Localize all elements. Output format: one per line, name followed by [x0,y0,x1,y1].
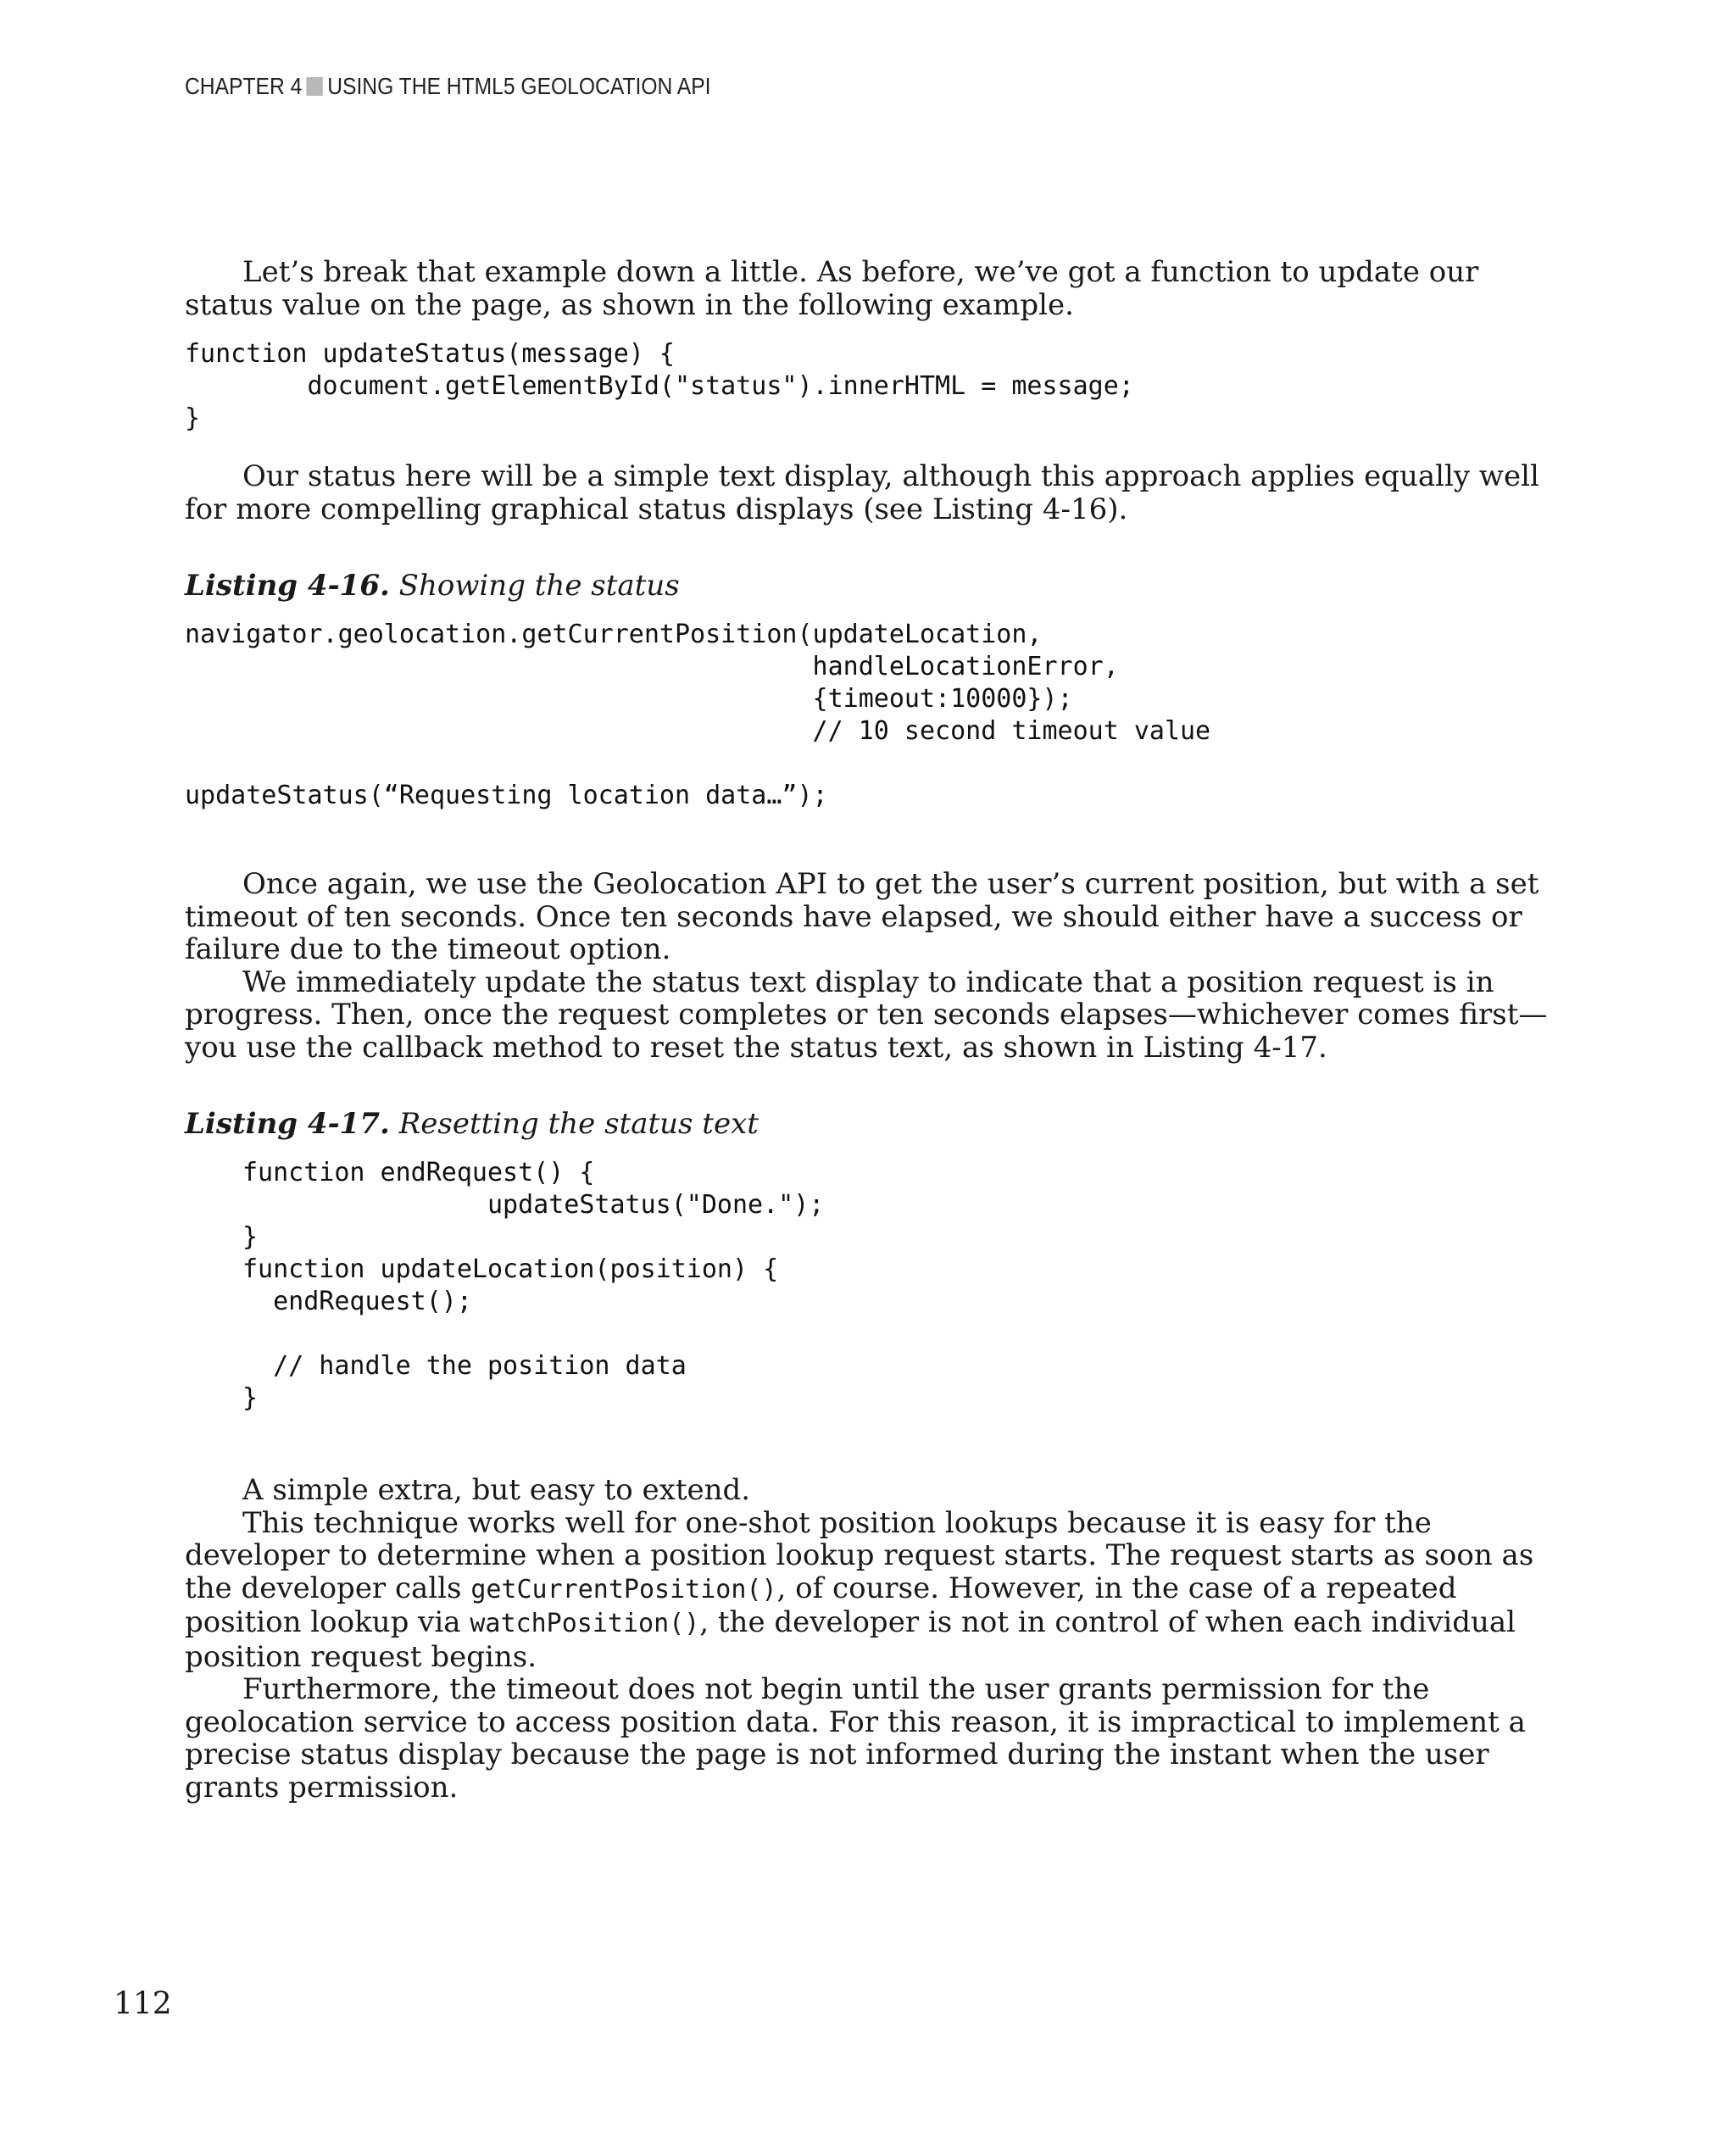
running-head [185,73,710,100]
paragraph-4: We immediately update the status text display to indicate that a position request is in progress. Then, once the request completes or ten seconds elapses—whichever comes first—you use the callback method to reset the status text, as shown in Listing 4-17. [185,965,1548,1065]
listing-number: Listing 4-16. [185,569,390,603]
paragraph-3: Once again, we use the Geolocation API to get the user’s current position, but with a set timeout of ten seconds. Once ten seconds have elapsed, we should either have a success or failure due to the timeout option. [185,867,1539,966]
inline-code-get-current-position: getCurrentPosition() [470,1574,777,1604]
listing-4-17-caption [185,1108,1558,1140]
paragraph-1: Let’s break that example down a little. As before, we’ve got a function to update our status value on the page, as shown in the following example. [185,255,1479,322]
separator-square-icon [307,77,323,96]
paragraph-6 [185,1507,1558,1674]
page-number: 112 [114,1987,172,2021]
listing-4-16-caption [185,570,1558,602]
paragraph-5: A simple extra, but easy to extend. [242,1473,751,1507]
inline-code-watch-position: watchPosition() [470,1609,700,1638]
listing-title: Showing the status [398,569,680,603]
paragraph-6-text-a: This technique works well for one-shot position lookups because it is easy for the developer to determine when a position lookup request starts. The request starts as soon as the developer calls [185,1505,1534,1605]
chapter-title: USING THE HTML5 GEOLOCATION API [327,73,711,99]
code-block-listing-4-16: navigator.geolocation.getCurrentPosition(updateLocation, handleLocationError, {timeout:10000}); // 10 second timeout value updateStatus(“Requesting location data…”); [185,620,1211,810]
listing-title: Resetting the status text [398,1107,759,1141]
code-block-listing-4-17: function endRequest() { updateStatus("Done."); } function updateLocation(position) { endRequest(); // handle the position data } [242,1158,825,1413]
paragraph-6-text-c: , the developer is not in control of when each individual position request begins. [185,1605,1516,1674]
page-body [185,256,1558,1804]
paragraph-6-text-b: , of course. However, in the case of a repeated position lookup via [185,1571,1457,1639]
code-block-update-status: function updateStatus(message) { document.getElementById("status").innerHTML = message; } [185,339,1134,433]
chapter-label: CHAPTER 4 [185,73,303,99]
listing-number: Listing 4-17. [185,1107,390,1141]
paragraph-2: Our status here will be a simple text display, although this approach applies equally well for more compelling graphical status displays (see Listing 4-16). [185,459,1539,526]
paragraph-7: Furthermore, the timeout does not begin until the user grants permission for the geolocation service to access position data. For this reason, it is impractical to implement a precise status display because the page is not informed during the instant when the user grants permission. [185,1672,1526,1805]
